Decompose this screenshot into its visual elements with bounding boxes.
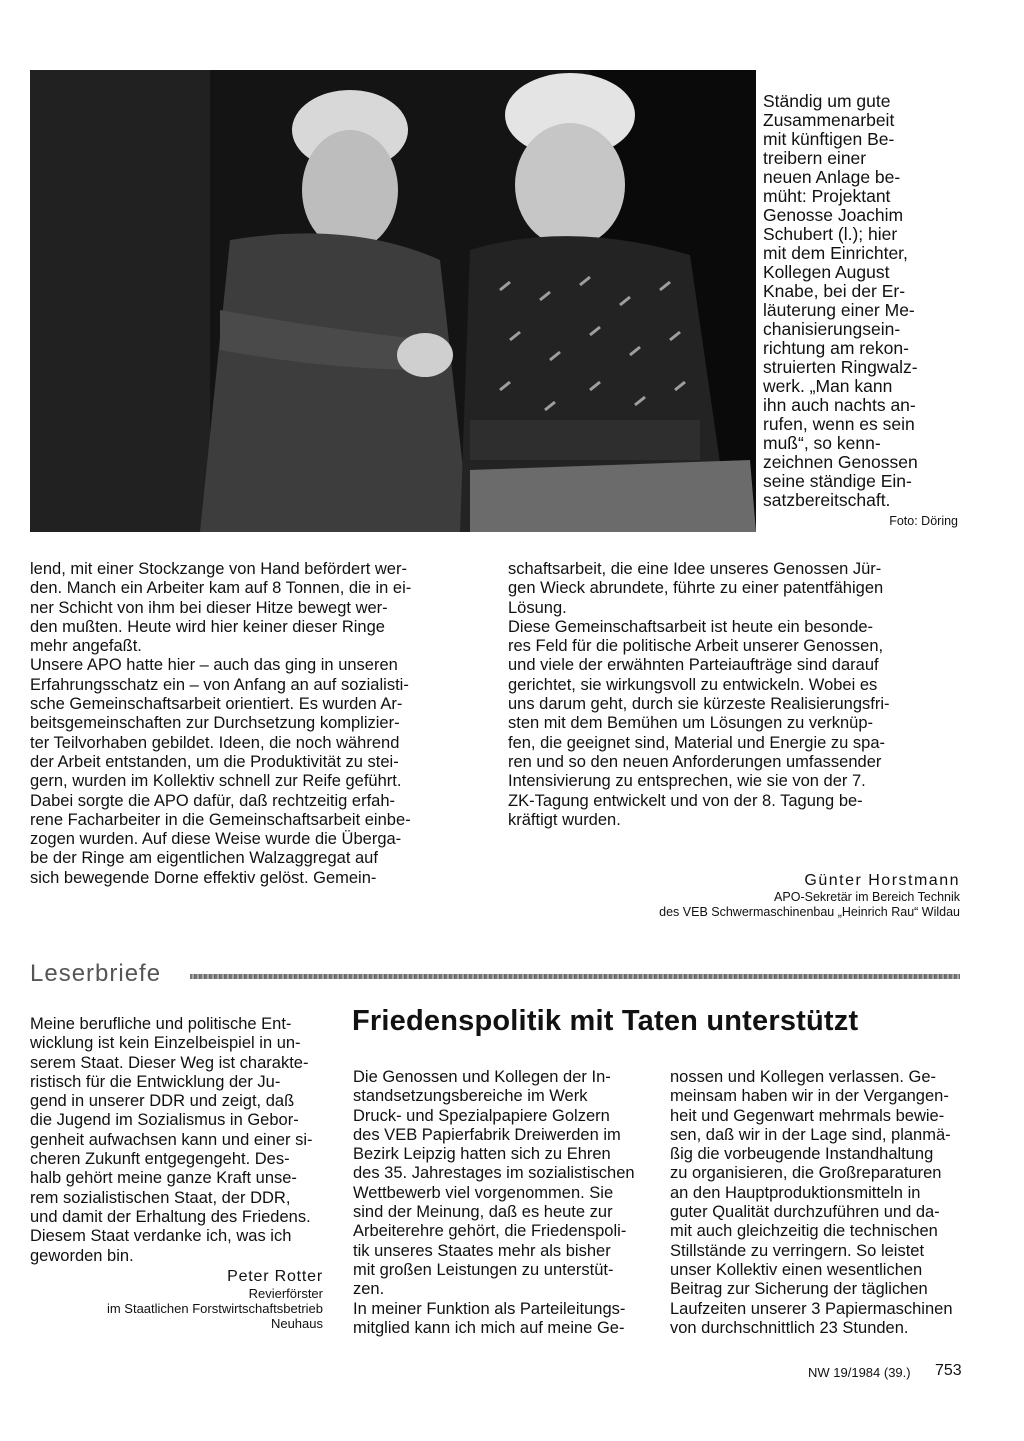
page-number: 753	[935, 1362, 962, 1379]
hand-left	[397, 333, 453, 377]
letter-paragraph: nossen und Kollegen verlassen. Ge- meinsam haben wir in der Vergangen- heit und Gegenwart mehrmals bewie- sen, daß wir in der Lage sind, planmä- ßig die vorbeugende Instandhaltung zu organisieren, die Großreparaturen an den Hauptproduktionsmitteln in guter Qualität durchzuführen und da- mit auch gleichzeitig die technischen Stillstände zu verringern. So leistet unser Kollektiv einen wesentlichen Beitrag zur Sicherung der täglichen Laufzeiten unserer 3 Papiermaschinen von durchschnittlich 23 Stunden.	[670, 1068, 953, 1337]
jacket-left	[200, 233, 470, 532]
letter-1-body	[30, 1015, 323, 1266]
article-paragraph: schaftsarbeit, die eine Idee unseres Genossen Jür- gen Wieck abrundete, führte zu einer patentfähigen Lösung.	[508, 560, 884, 617]
article-photo	[30, 70, 756, 532]
article-column-1	[30, 560, 494, 888]
letter-paragraph: Meine berufliche und politische Ent- wicklung ist kein Einzelbeispiel in un- serem Staat. Dieser Weg ist charakte- ristisch für die Entwicklung der Ju- gend in unserer DDR und zeigt, daß die Jugend im Sozialismus in Gebor- genheit aufwachsen kann und einer si- cheren Zukunft entgegengeht. Des- halb gehört meine ganze Kraft unse- rem sozialistischen Staat, der DDR, und damit der Erhaltung des Friedens. Diesem Staat verdanke ich, was ich geworden bin.	[30, 1015, 313, 1265]
letter-1-author: Peter Rotter	[227, 1268, 323, 1285]
article-paragraph: Diese Gemeinschaftsarbeit ist heute ein besonde- res Feld für die politische Arbeit unserer Genossen, und viele der erwähnten Parteiaufträge sind darauf gerichtet, sie wirkungsvoll zu entwickeln. Wobei es uns darum geht, durch sie kürzeste Realisierungsfri- sten mit dem Bemühen um Lösungen zu verknüp- fen, die geeignet sind, Material und Energie zu spa- ren und so den neuen Anforderungen umfassender Intensivierung zu entsprechen, wie sie von der 7. ZK-Tagung entwickelt und von der 8. Tagung be- kräftigt wurden.	[508, 617, 890, 829]
letter-1-author-role: Revierförster im Staatlichen Forstwirtschaftsbetrieb Neuhaus	[106, 1286, 323, 1331]
section-title: Leserbriefe	[30, 960, 162, 987]
letter-2-headline: Friedenspolitik mit Taten unterstützt	[352, 1005, 859, 1037]
letter-paragraph: In meiner Funktion als Parteileitungs- mitglied kann ich mich auf meine Ge-	[353, 1299, 626, 1337]
article-author-role: APO-Sekretär im Bereich Technik des VEB Schwermaschinenbau „Heinrich Rau“ Wildau	[659, 890, 960, 919]
section-header	[30, 960, 960, 992]
article-paragraph: lend, mit einer Stockzange von Hand befördert wer- den. Manch ein Arbeiter kam auf 8 Tonnen, die in ei- ner Schicht von ihm bei dieser Hitze bewegt wer- den mußten. Heute wird hier keiner dieser Ringe mehr angefaßt.	[30, 560, 412, 656]
article-author-block	[540, 872, 960, 920]
letter-paragraph: Die Genossen und Kollegen der In- standsetzungsbereiche im Werk Druck- und Spezialpapiere Golzern des VEB Papierfabrik Dreiwerden im Bezirk Leipzig hatten sich zu Ehren des 35. Jahrestages im sozialistischen Wettbewerb viel vorgenommen. Sie sind der Meinung, daß es heute zur Arbeiterehre gehört, die Friedenspoli- tik unseres Staates mehr als bisher mit großen Leistungen zu unterstüt- zen.	[353, 1068, 635, 1299]
letter-2-column-2	[670, 1068, 962, 1338]
face-left	[302, 130, 398, 250]
photo-caption: Ständig um gute Zusammenarbeit mit künftigen Be- treibern einer neuen Anlage be- müht: Projektant Genosse Joachim Schubert (l.); hier mit dem Einrichter, Kollegen August Knabe, bei der Er- läuterung einer Me- chanisierungsein- richtung am rekon- struierten Ringwalz- werk. „Man kann ihn auch nachts an- rufen, wenn es sein muß“, so kenn- zeichnen Genossen seine ständige Ein- satzbereitschaft.	[763, 91, 918, 510]
article-paragraph: Unsere APO hatte hier – auch das ging in unseren Erfahrungsschatz ein – von Anfang an auf sozialisti- sche Gemeinschaftsarbeit orientiert. Es wurden Ar- beitsgemeinschaften zur Durchsetzung komplizier- ter Teilvorhaben gebildet. Ideen, die noch während der Arbeit entstanden, um die Produktivität zu stei- gern, wurden im Kollektiv schnell zur Reife geführt. Dabei sorgte die APO dafür, daß rechtzeitig erfah- rene Facharbeiter in die Gemeinschaftsarbeit einbe- zogen wurden. Auf diese Weise wurde die Überga- be der Ringe am eigentlichen Walzaggregat auf sich bewegende Dorne effektiv gelöst. Gemein-	[30, 656, 411, 887]
machine	[470, 460, 756, 532]
section-rule	[190, 974, 960, 979]
workers-photo-illustration	[30, 70, 756, 532]
article-column-2	[508, 560, 960, 830]
article-author: Günter Horstmann	[804, 872, 960, 889]
photo-credit: Foto: Döring	[889, 514, 958, 528]
letter-1-author-block	[30, 1268, 323, 1331]
face-right	[515, 123, 625, 247]
letter-2-column-1	[353, 1068, 643, 1338]
issue-label: NW 19/1984 (39.)	[808, 1365, 911, 1380]
